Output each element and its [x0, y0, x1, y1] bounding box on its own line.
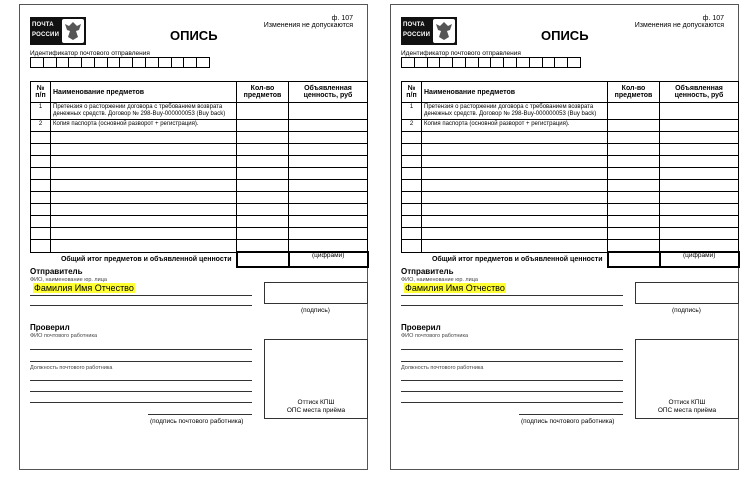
sender-line: [401, 295, 623, 296]
tracking-id-label: Идентификатор почтового отправления: [401, 50, 521, 57]
sender-label: Отправитель: [30, 267, 83, 276]
table-row: 2 Копия паспорта (основной разворот + регистрация).: [31, 120, 368, 132]
item-name[interactable]: Копия паспорта (основной разворот + регистрация).: [422, 120, 608, 132]
items-table: [401, 81, 740, 268]
digits-label: (цифрами): [683, 252, 716, 259]
item-name[interactable]: Претензия о расторжении договора с требованием возврата денежных средств. Договор № 298-Buy-000000053 (Buy back): [422, 103, 608, 120]
table-row-empty[interactable]: [402, 156, 739, 168]
worker-signature-caption: (подпись почтового работника): [150, 418, 244, 425]
table-row-empty[interactable]: [402, 192, 739, 204]
table-row-empty[interactable]: [402, 168, 739, 180]
table-row-empty[interactable]: [402, 240, 739, 253]
no-changes-note: Изменения не допускаются: [634, 22, 724, 29]
table-row-empty[interactable]: [402, 216, 739, 228]
item-name[interactable]: Претензия о расторжении договора с требованием возврата денежных средств. Договор № 298-Buy-000000053 (Buy back): [51, 103, 237, 120]
table-row-empty[interactable]: [31, 156, 368, 168]
sender-sublabel: ФИО, наименование юр. лица: [401, 277, 478, 283]
stamp-caption-2: ОПС места приёма: [657, 407, 717, 414]
sender-signature-box[interactable]: [264, 282, 368, 304]
total-label: Общий итог предметов и объявленной ценности: [431, 256, 603, 264]
sender-sublabel: ФИО, наименование юр. лица: [30, 277, 107, 283]
digits-label: (цифрами): [312, 252, 345, 259]
sender-label: Отправитель: [401, 267, 454, 276]
inventory-form-right: [390, 4, 739, 470]
checked-line-2: [30, 361, 252, 362]
position-line-2: [30, 391, 252, 392]
col-header-no: № п/п: [402, 82, 422, 103]
col-header-qty: Кол-во предметов: [608, 82, 660, 103]
position-line-3: [401, 402, 623, 403]
stamp-caption-2: ОПС места приёма: [286, 407, 346, 414]
checked-sublabel: ФИО почтового работника: [401, 333, 469, 339]
table-row-empty[interactable]: [31, 228, 368, 240]
stamp-caption-1: Оттиск КПШ: [297, 399, 335, 406]
form-number: ф. 107: [331, 15, 353, 22]
russian-post-logo: ПОЧТА РОССИИ: [30, 17, 86, 45]
table-row-empty[interactable]: [31, 204, 368, 216]
items-table: [30, 81, 369, 268]
table-row: 1 Претензия о расторжении договора с требованием возврата денежных средств. Договор № 298-Buy-000000053 (Buy back): [31, 103, 368, 120]
position-line-2: [401, 391, 623, 392]
col-header-name: Наименование предметов: [422, 82, 608, 103]
table-row-empty[interactable]: [31, 240, 368, 253]
table-row-empty[interactable]: [31, 144, 368, 156]
checked-line-2: [401, 361, 623, 362]
sender-name[interactable]: Фамилия Имя Отчество: [405, 283, 505, 293]
form-number: ф. 107: [702, 15, 724, 22]
table-row-empty[interactable]: [31, 132, 368, 144]
checked-sublabel: ФИО почтового работника: [30, 333, 98, 339]
checked-label: Проверил: [401, 323, 441, 332]
form-title: ОПИСЬ: [170, 28, 218, 43]
inventory-form-left: [19, 4, 368, 470]
worker-signature-line: [519, 414, 623, 415]
eagle-emblem-icon: [62, 19, 84, 43]
position-line: [30, 380, 252, 381]
russian-post-logo: ПОЧТА РОССИИ: [401, 17, 457, 45]
tracking-id-boxes[interactable]: [401, 57, 581, 68]
worker-signature-line: [148, 414, 252, 415]
table-row-empty[interactable]: [31, 168, 368, 180]
signature-caption: (подпись): [672, 307, 701, 314]
table-row-empty[interactable]: [31, 192, 368, 204]
no-changes-note: Изменения не допускаются: [263, 22, 353, 29]
total-label: Общий итог предметов и объявленной ценности: [60, 256, 232, 264]
checked-line: [30, 349, 252, 350]
checked-label: Проверил: [30, 323, 70, 332]
tracking-id-boxes[interactable]: [30, 57, 210, 68]
table-row: 1 Претензия о расторжении договора с требованием возврата денежных средств. Договор № 298-Buy-000000053 (Buy back): [402, 103, 739, 120]
checked-line: [401, 349, 623, 350]
table-row-empty[interactable]: [402, 228, 739, 240]
table-row-empty[interactable]: [402, 180, 739, 192]
position-line: [401, 380, 623, 381]
signature-caption: (подпись): [301, 307, 330, 314]
col-header-qty: Кол-во предметов: [237, 82, 289, 103]
stamp-caption-1: Оттиск КПШ: [668, 399, 706, 406]
sender-line: [30, 295, 252, 296]
sender-line-2: [401, 305, 623, 306]
total-qty-box[interactable]: [608, 252, 660, 267]
col-header-no: № п/п: [31, 82, 51, 103]
col-header-name: Наименование предметов: [51, 82, 237, 103]
table-row-empty[interactable]: [31, 180, 368, 192]
eagle-emblem-icon: [433, 19, 455, 43]
worker-signature-caption: (подпись почтового работника): [521, 418, 615, 425]
table-row-empty[interactable]: [31, 216, 368, 228]
table-row: 2 Копия паспорта (основной разворот + регистрация).: [402, 120, 739, 132]
position-sublabel: Должность почтового работника: [401, 365, 484, 371]
stamp-box: [264, 339, 368, 419]
table-row-empty[interactable]: [402, 144, 739, 156]
total-qty-box[interactable]: [237, 252, 289, 267]
item-name[interactable]: Копия паспорта (основной разворот + регистрация).: [51, 120, 237, 132]
table-row-empty[interactable]: [402, 132, 739, 144]
tracking-id-label: Идентификатор почтового отправления: [30, 50, 150, 57]
position-line-3: [30, 402, 252, 403]
sender-signature-box[interactable]: [635, 282, 739, 304]
stamp-box: [635, 339, 739, 419]
form-title: ОПИСЬ: [541, 28, 589, 43]
position-sublabel: Должность почтового работника: [30, 365, 113, 371]
col-header-value: Объявленная ценность, руб: [289, 82, 368, 103]
table-row-empty[interactable]: [402, 204, 739, 216]
sender-name[interactable]: Фамилия Имя Отчество: [34, 283, 134, 293]
col-header-value: Объявленная ценность, руб: [660, 82, 739, 103]
sender-line-2: [30, 305, 252, 306]
